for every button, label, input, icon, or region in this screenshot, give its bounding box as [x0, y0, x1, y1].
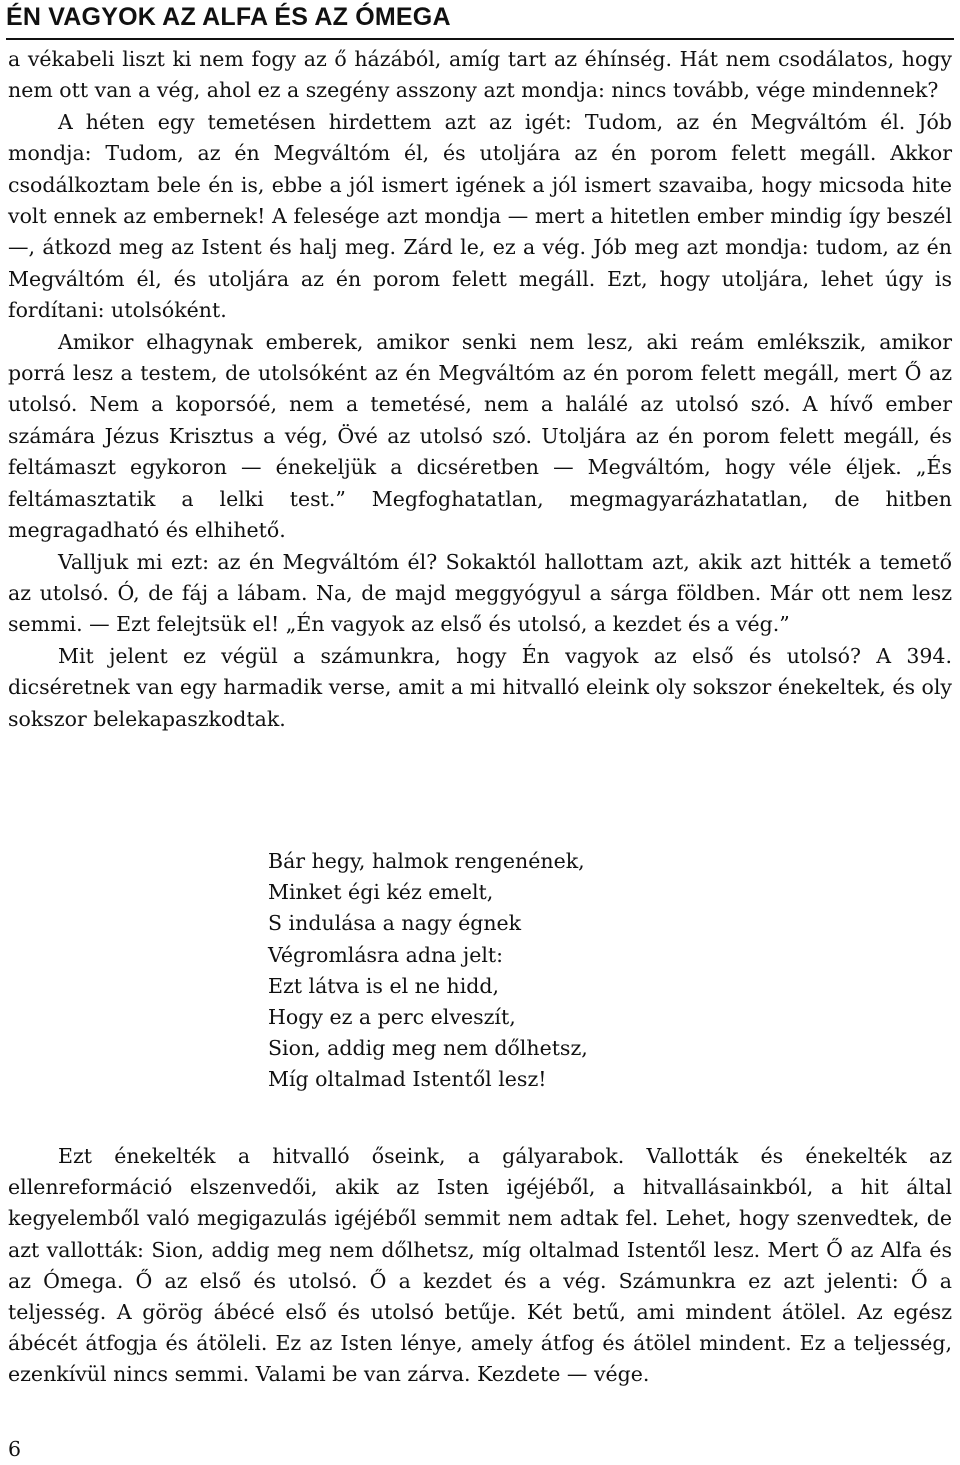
verse-line: S indulása a nagy égnek — [268, 911, 522, 936]
verse-line: Ezt látva is el ne hidd, — [268, 973, 500, 998]
verse-line: Bár hegy, halmok rengenének, — [268, 849, 585, 873]
closing-text — [8, 1141, 952, 1391]
verse-line: Sion, addig meg nem dőlhetsz, — [268, 1036, 588, 1061]
hymn-verse — [268, 846, 588, 1096]
verse-line: Minket égi kéz emelt, — [268, 880, 494, 905]
paragraph: A héten egy temetésen hirdettem azt az igét: Tudom, az én Megváltóm él. Jób mondja: Tudom, az én Megváltóm él, és utoljára az én porom felett megáll. Akkor csodálkoztam bele én is, ebbe a jól ismert igének a jól ismert szavaiba, hogy micsoda hite volt ennek az embernek! A felesége azt mondja — mert a hitetlen ember mindig így beszél —, átkozd meg az Istent és halj meg. Zárd le, ez a vég. Jób meg azt mondja: tudom, az én Megváltóm él, és utoljára az én porom felett megáll. Ezt, hogy utoljára, lehet úgy is fordítani: utolsóként. — [8, 109, 952, 323]
paragraph: Mit jelent ez végül a számunkra, hogy Én vagyok az első és utolsó? A 394. dicséretnek van egy harmadik verse, amit a mi hitvalló eleink oly sokszor énekeltek, és oly sokszor belekapaszkodtak. — [8, 643, 952, 731]
body-text — [8, 44, 952, 735]
paragraph: Ezt énekelték a hitvalló őseink, a gályarabok. Vallották és énekelték az ellenreformáció elszenvedői, akik az Isten igéjéből, a hitvallásainkból, a hit által kegyelemből való megigazulás igéjéből semmit nem adtak fel. Lehet, hogy szenvedtek, de azt vallották: Sion, addig meg nem dőlhetsz, míg oltalmad Istentől lesz. Mert Ő az Alfa és az Ómega. Ő az első és utolsó. Ő a kezdet és a vég. Számunkra ez azt jelenti: Ő a teljesség. A görög ábécé első és utolsó betűje. Két betű, ami mindent átölel. Az egész ábécét átfogja és átöleli. Ez az Isten lénye, amely átfog és átölel mindent. Ez a teljesség, ezenkívül nincs semmi. Valami be van zárva. Kezdete — vége. — [8, 1144, 952, 1387]
chapter-title: ÉN VAGYOK AZ ALFA ÉS AZ ÓMEGA — [6, 3, 451, 31]
paragraph: a vékabeli liszt ki nem fogy az ő házából, amíg tart az éhínség. Hát nem csodálatos, hogy nem ott van a vég, ahol ez a szegény asszony azt mondja: nincs tovább, vége mindennek? — [8, 47, 952, 103]
paragraph: Amikor elhagynak emberek, amikor senki nem lesz, aki reám emlékszik, amikor porrá lesz a testem, de utolsóként az én Megváltóm az én porom felett megáll, mert Ő az utolsó. Nem a koporsóé, nem a temetésé, nem a halálé az utolsó szó. A hívő ember számára Jézus Krisztus a vég, Övé az utolsó szó. Utoljára az én porom felett megáll, és feltámaszt egykoron — énekeljük a dicséretben — Megváltóm, hogy véle éljek. „És feltámasztatik a lelki test.” Megfoghatatlan, megmagyarázhatatlan, de hitben megragadható és elhihető. — [8, 329, 952, 543]
verse-line: Hogy ez a perc elveszít, — [268, 1005, 516, 1030]
paragraph: Valljuk mi ezt: az én Megváltóm él? Sokaktól hallottam azt, akik azt hitték a temető az utolsó. Ó, de fáj a lábam. Na, de majd meggyógyul a sárga földben. Már ott nem lesz semmi. — Ezt felejtsük el! „Én vagyok az első és utolsó, a kezdet és a vég.” — [8, 549, 952, 637]
verse-line: Míg oltalmad Istentől lesz! — [268, 1067, 547, 1092]
page-number: 6 — [8, 1437, 22, 1461]
running-header — [6, 2, 954, 40]
verse-line: Végromlásra adna jelt: — [268, 942, 504, 967]
